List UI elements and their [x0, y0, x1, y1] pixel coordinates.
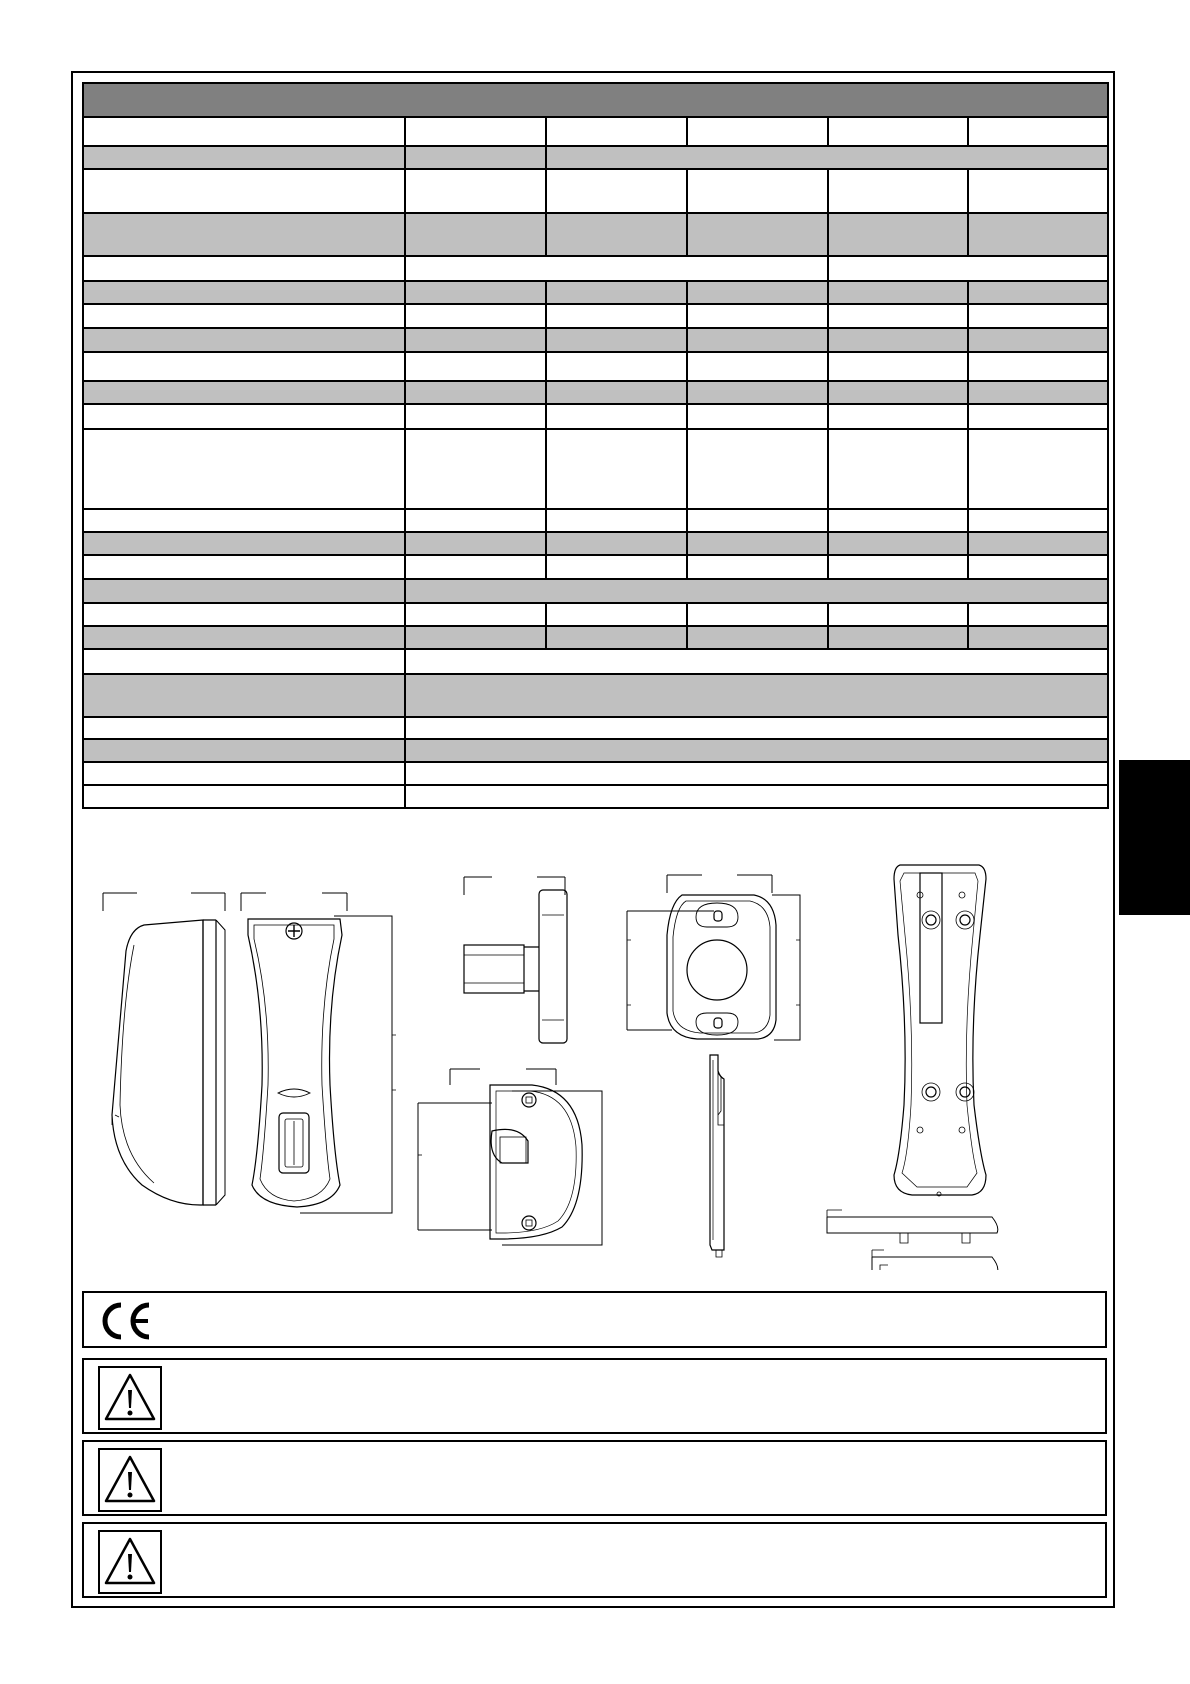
table-cell — [405, 785, 1108, 808]
table-row — [83, 626, 1108, 649]
table-cell — [546, 352, 687, 381]
table-cell — [828, 169, 968, 213]
table-cell — [687, 509, 828, 532]
table-cell — [83, 674, 405, 717]
table-cell — [83, 352, 405, 381]
table-cell — [968, 304, 1108, 328]
table-cell — [83, 649, 405, 674]
table-cell — [968, 555, 1108, 579]
table-cell — [405, 555, 546, 579]
table-cell — [405, 579, 1108, 603]
table-header-row — [83, 83, 1108, 117]
table-cell — [968, 509, 1108, 532]
table-cell — [405, 213, 546, 256]
table-cell — [968, 603, 1108, 626]
table-cell — [83, 739, 405, 762]
table-cell — [968, 169, 1108, 213]
drawing-mounting-plate — [894, 865, 986, 1196]
table-cell — [968, 532, 1108, 555]
warning-box-2 — [82, 1440, 1107, 1516]
table-body — [83, 117, 1108, 808]
table-row — [83, 762, 1108, 785]
table-cell — [405, 762, 1108, 785]
table-row — [83, 579, 1108, 603]
ce-mark-icon — [96, 1301, 154, 1346]
table-cell — [83, 381, 405, 404]
table-cell — [546, 404, 687, 429]
table-row — [83, 328, 1108, 352]
table-row — [83, 509, 1108, 532]
table-cell — [968, 281, 1108, 304]
warning-triangle-icon — [98, 1530, 162, 1594]
table-cell — [83, 603, 405, 626]
table-cell — [83, 328, 405, 352]
table-cell — [828, 213, 968, 256]
table-cell — [828, 509, 968, 532]
table-cell — [546, 532, 687, 555]
table-cell — [546, 381, 687, 404]
table-cell — [405, 532, 546, 555]
table-cell — [968, 352, 1108, 381]
drawing-front-view — [241, 893, 396, 1213]
table-cell — [687, 169, 828, 213]
table-cell — [546, 555, 687, 579]
table-row — [83, 213, 1108, 256]
table-cell — [83, 785, 405, 808]
table-row — [83, 281, 1108, 304]
table-cell — [546, 169, 687, 213]
table-cell — [828, 626, 968, 649]
ce-conformity-box — [82, 1291, 1107, 1348]
table-cell — [83, 532, 405, 555]
table-cell — [687, 304, 828, 328]
table-cell — [968, 213, 1108, 256]
table-cell — [828, 555, 968, 579]
table-cell — [546, 304, 687, 328]
table-cell — [83, 429, 405, 509]
table-row — [83, 117, 1108, 146]
table-row — [83, 169, 1108, 213]
table-cell — [828, 429, 968, 509]
table-cell — [405, 739, 1108, 762]
table-cell — [968, 626, 1108, 649]
table-row — [83, 532, 1108, 555]
table-cell — [687, 381, 828, 404]
table-cell — [405, 304, 546, 328]
table-cell — [83, 169, 405, 213]
table-row — [83, 674, 1108, 717]
table-row — [83, 785, 1108, 808]
table-cell — [83, 762, 405, 785]
table-cell — [405, 626, 546, 649]
table-cell — [405, 328, 546, 352]
table-row — [83, 649, 1108, 674]
table-cell — [546, 328, 687, 352]
table-cell — [968, 404, 1108, 429]
table-cell — [83, 256, 405, 281]
warning-triangle-icon — [98, 1366, 162, 1430]
table-cell — [828, 532, 968, 555]
table-cell — [83, 579, 405, 603]
table-cell — [83, 404, 405, 429]
table-row — [83, 739, 1108, 762]
table-cell — [968, 429, 1108, 509]
table-cell — [405, 674, 1108, 717]
table-cell — [687, 281, 828, 304]
drawing-bracket-front — [418, 1069, 602, 1245]
table-cell — [405, 429, 546, 509]
table-cell — [83, 213, 405, 256]
table-row — [83, 304, 1108, 328]
table-row — [83, 404, 1108, 429]
drawing-base-plate-side — [710, 1055, 724, 1257]
table-cell — [405, 717, 1108, 739]
table-cell — [546, 213, 687, 256]
table-cell — [405, 509, 546, 532]
table-cell — [968, 328, 1108, 352]
table-row — [83, 717, 1108, 739]
table-cell — [687, 213, 828, 256]
table-cell — [828, 117, 968, 146]
table-cell — [546, 429, 687, 509]
table-cell — [546, 626, 687, 649]
table-row — [83, 381, 1108, 404]
table-cell — [405, 381, 546, 404]
drawing-bracket-side — [464, 877, 567, 1043]
table-header-cell — [83, 83, 1108, 117]
table-cell — [83, 117, 405, 146]
table-cell — [546, 509, 687, 532]
table-cell — [83, 626, 405, 649]
table-row — [83, 352, 1108, 381]
table-cell — [828, 352, 968, 381]
table-row — [83, 555, 1108, 579]
warning-box-3 — [82, 1522, 1107, 1598]
table-cell — [968, 381, 1108, 404]
table-cell — [687, 328, 828, 352]
table-cell — [546, 117, 687, 146]
drawing-mounting-plate-sides — [827, 1210, 998, 1270]
table-cell — [828, 256, 1108, 281]
table-row — [83, 429, 1108, 509]
table-cell — [405, 146, 546, 169]
table-cell — [687, 429, 828, 509]
dimension-drawings — [82, 855, 1107, 1270]
table-cell — [687, 626, 828, 649]
specifications-table — [82, 82, 1109, 809]
table-cell — [687, 532, 828, 555]
table-cell — [83, 509, 405, 532]
table-cell — [828, 281, 968, 304]
table-cell — [405, 281, 546, 304]
table-cell — [968, 117, 1108, 146]
table-row — [83, 146, 1108, 169]
table-cell — [546, 146, 1108, 169]
section-side-tab — [1119, 760, 1190, 915]
warning-triangle-icon — [98, 1448, 162, 1512]
table-cell — [83, 281, 405, 304]
table-row — [83, 256, 1108, 281]
warning-box-1 — [82, 1358, 1107, 1434]
table-cell — [405, 256, 828, 281]
table-cell — [405, 169, 546, 213]
table-cell — [83, 304, 405, 328]
table-cell — [687, 117, 828, 146]
table-cell — [405, 404, 546, 429]
table-cell — [546, 281, 687, 304]
table-cell — [83, 146, 405, 169]
table-cell — [828, 381, 968, 404]
table-cell — [828, 304, 968, 328]
table-cell — [405, 603, 546, 626]
table-cell — [405, 649, 1108, 674]
table-cell — [687, 352, 828, 381]
table-cell — [687, 603, 828, 626]
drawing-side-profile — [103, 893, 225, 1205]
table-cell — [828, 603, 968, 626]
table-cell — [828, 404, 968, 429]
table-cell — [687, 555, 828, 579]
table-cell — [83, 717, 405, 739]
table-cell — [83, 555, 405, 579]
table-cell — [687, 404, 828, 429]
table-cell — [546, 603, 687, 626]
table-cell — [405, 352, 546, 381]
table-cell — [405, 117, 546, 146]
table-row — [83, 603, 1108, 626]
drawing-base-plate-front — [627, 875, 800, 1040]
table-cell — [828, 328, 968, 352]
